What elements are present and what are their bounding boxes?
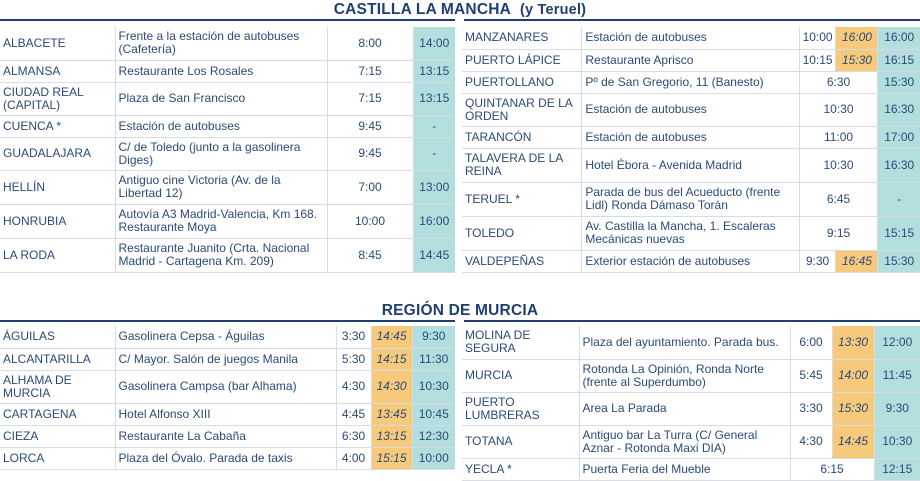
castilla-rule-right [464,19,920,21]
table-row [0,403,455,425]
departure-time: 6:30 [336,425,371,447]
table-row [0,326,455,348]
stop-cell: Rotonda La Opinión, Ronda Norte (frente al Superdumbo) [579,359,790,392]
murcia-title: REGIÓN DE MURCIA [381,302,539,319]
highlight-time: 14:45 [371,326,412,348]
city-cell: CUENCA * [0,115,115,137]
table-row [462,326,920,359]
return-time: 17:00 [878,126,920,148]
table-row [0,27,455,60]
castilla-subtitle: (y Teruel) [520,2,587,18]
departure-time: 10:30 [799,148,878,182]
return-time: 9:30 [412,326,455,348]
city-cell: CARTAGENA [0,403,115,425]
return-time: 11:30 [412,348,455,370]
table-row [462,148,920,182]
stop-cell: Frente a la estación de autobuses (Cafetería) [115,27,327,60]
return-time: 15:30 [878,71,920,93]
highlight-time: 13:30 [832,326,874,359]
return-time: 10:00 [412,447,455,469]
return-time: 16:00 [413,204,455,238]
table-row [462,49,920,71]
city-cell: MOLINA DE SEGURA [462,326,579,359]
departure-time: 10:00 [799,27,836,49]
castilla-right-table [462,27,920,273]
departure-time: 4:30 [336,370,371,403]
stop-cell: Autovía A3 Madrid-Valencia, Km 168. Restaurante Moya [115,204,327,238]
stop-cell: Antiguo cine Victoria (Av. de la Libertad 12) [115,170,327,204]
return-time: 14:45 [413,238,455,272]
departure-time: 8:45 [327,238,413,272]
murcia-rule-right [464,320,920,322]
table-row [462,71,920,93]
castilla-title: CASTILLA LA MANCHA [333,1,511,18]
return-time: 10:30 [874,425,920,458]
table-row [0,60,455,82]
table-row [462,182,920,216]
highlight-time: 14:00 [832,359,874,392]
return-time: - [413,137,455,170]
section-title-murcia [0,302,920,320]
stop-cell: Pº de San Gregorio, 11 (Banesto) [582,71,799,93]
table-row [462,359,920,392]
stop-cell: Area La Parada [579,392,790,425]
return-time: 16:00 [878,27,920,49]
stop-cell: Restaurante La Cabaña [115,425,336,447]
table-row [0,370,455,403]
departure-time: 6:30 [799,71,878,93]
table-row [0,425,455,447]
murcia-left-table [0,326,455,470]
departure-time: 4:30 [790,425,832,458]
departure-time: 3:30 [790,392,832,425]
return-time: 13:15 [413,60,455,82]
departure-time: 7:15 [327,82,413,115]
departure-time: 8:00 [327,27,413,60]
departure-time: 3:30 [336,326,371,348]
departure-time: 5:30 [336,348,371,370]
return-time: 12:00 [874,326,920,359]
stop-cell: Restaurante Los Rosales [115,60,327,82]
stop-cell: Puerta Feria del Mueble [579,458,790,480]
stop-cell: Parada de bus del Acueducto (frente Lidl) Ronda Dámaso Torán [582,182,799,216]
departure-time: 7:00 [327,170,413,204]
departure-time: 9:45 [327,115,413,137]
table-row [462,250,920,272]
return-time: 10:30 [412,370,455,403]
stop-cell: Estación de autobuses [582,27,799,49]
departure-time: 7:15 [327,60,413,82]
city-cell: CIUDAD REAL (CAPITAL) [0,82,115,115]
highlight-time: 14:45 [832,425,874,458]
return-time: 13:15 [413,82,455,115]
departure-time: 6:00 [790,326,832,359]
stop-cell: Restaurante Aprisco [582,49,799,71]
castilla-rule-left [0,19,455,21]
murcia-rule-left [0,320,455,322]
table-row [462,216,920,250]
city-cell: ALHAMA DE MURCIA [0,370,115,403]
stop-cell: Antiguo bar La Turra (C/ General Aznar - Rotonda Maxi DIA) [579,425,790,458]
table-row [0,238,455,272]
city-cell: PUERTOLLANO [462,71,582,93]
city-cell: TALAVERA DE LA REINA [462,148,582,182]
departure-time: 9:45 [327,137,413,170]
departure-time: 9:15 [799,216,878,250]
highlight-time: 13:15 [371,425,412,447]
table-row [0,82,455,115]
castilla-left-table [0,27,455,273]
departure-time: 5:45 [790,359,832,392]
table-row [462,458,920,480]
city-cell: CIEZA [0,425,115,447]
return-time: 12:15 [874,458,920,480]
return-time: 14:00 [413,27,455,60]
stop-cell: Estación de autobuses [582,126,799,148]
city-cell: LA RODA [0,238,115,272]
stop-cell: Gasolinera Campsa (bar Alhama) [115,370,336,403]
stop-cell: Gasolinera Cepsa - Águilas [115,326,336,348]
highlight-time: 13:45 [371,403,412,425]
city-cell: YECLA * [462,458,579,480]
departure-time: 10:30 [799,93,878,126]
return-time: 12:30 [412,425,455,447]
departure-time: 10:15 [799,49,836,71]
city-cell: PUERTO LUMBRERAS [462,392,579,425]
city-cell: ALMANSA [0,60,115,82]
city-cell: HELLÍN [0,170,115,204]
return-time: 16:30 [878,93,920,126]
highlight-time: 15:30 [836,49,878,71]
stop-cell: Estación de autobuses [582,93,799,126]
table-row [0,115,455,137]
stop-cell: Plaza del Óvalo. Parada de taxis [115,447,336,469]
table-row [0,447,455,469]
city-cell: VALDEPEÑAS [462,250,582,272]
stop-cell: Hotel Ébora - Avenida Madrid [582,148,799,182]
city-cell: LORCA [0,447,115,469]
return-time: 11:45 [874,359,920,392]
city-cell: QUINTANAR DE LA ORDEN [462,93,582,126]
table-row [462,93,920,126]
highlight-time: 16:00 [836,27,878,49]
stop-cell: Exterior estación de autobuses [582,250,799,272]
stop-cell: Plaza del ayuntamiento. Parada bus. [579,326,790,359]
city-cell: TERUEL * [462,182,582,216]
table-row [0,137,455,170]
city-cell: HONRUBIA [0,204,115,238]
highlight-time: 14:30 [371,370,412,403]
stop-cell: Plaza de San Francisco [115,82,327,115]
city-cell: GUADALAJARA [0,137,115,170]
return-time: 10:45 [412,403,455,425]
city-cell: TARANCÓN [462,126,582,148]
return-time: - [413,115,455,137]
city-cell: PUERTO LÁPICE [462,49,582,71]
departure-time: 10:00 [327,204,413,238]
highlight-time: 15:15 [371,447,412,469]
table-row [462,27,920,49]
departure-time: 4:00 [336,447,371,469]
city-cell: MURCIA [462,359,579,392]
highlight-time: 16:45 [836,250,878,272]
return-time: - [878,182,920,216]
stop-cell: C/ de Toledo (junto a la gasolinera Diges) [115,137,327,170]
table-row [0,170,455,204]
return-time: 13:00 [413,170,455,204]
departure-time: 6:45 [799,182,878,216]
city-cell: TOTANA [462,425,579,458]
highlight-time: 15:30 [832,392,874,425]
stop-cell: C/ Mayor. Salón de juegos Manila [115,348,336,370]
stop-cell: Hotel Alfonso XIII [115,403,336,425]
departure-time: 9:30 [799,250,836,272]
stop-cell: Estación de autobuses [115,115,327,137]
departure-time: 4:45 [336,403,371,425]
return-time: 15:30 [878,250,920,272]
section-title-castilla [0,1,920,19]
city-cell: ÁGUILAS [0,326,115,348]
table-row [0,348,455,370]
table-row [462,425,920,458]
city-cell: MANZANARES [462,27,582,49]
table-row [0,204,455,238]
highlight-time: 14:15 [371,348,412,370]
city-cell: TOLEDO [462,216,582,250]
city-cell: ALCANTARILLA [0,348,115,370]
stop-cell: Av. Castilla la Mancha, 1. Escaleras Mecánicas nuevas [582,216,799,250]
departure-time: 6:15 [790,458,874,480]
departure-time: 11:00 [799,126,878,148]
return-time: 16:30 [878,148,920,182]
return-time: 9:30 [874,392,920,425]
murcia-right-table [462,326,920,481]
city-cell: ALBACETE [0,27,115,60]
stop-cell: Restaurante Juanito (Crta. Nacional Madrid - Cartagena Km. 209) [115,238,327,272]
return-time: 15:15 [878,216,920,250]
return-time: 16:15 [878,49,920,71]
table-row [462,126,920,148]
table-row [462,392,920,425]
